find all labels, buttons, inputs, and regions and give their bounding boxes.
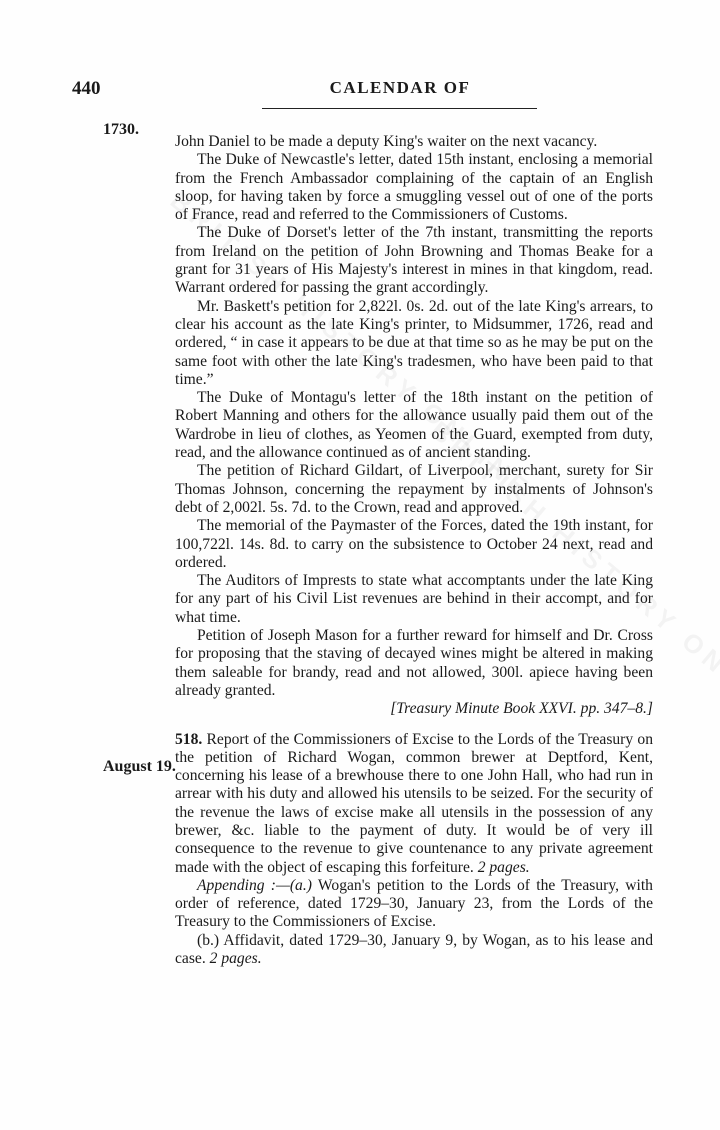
margin-entry-date: August 19.: [103, 758, 176, 775]
entry-text: Report of the Commissioners of Excise to the Lords of the Treasury on the petition of Richard Wogan, common brewer at Deptford, Kent, concerning his lease of a brewhouse there to one John Hall, who had run in arrear with his duty and allowed his utensils to be seized. For the security of the revenue the laws of excise make all utensils in the possession of any brewer, &c. liable to the payment of duty. It would be of very ill consequence to the revenue to give countenance to any private agreement made with the object of escaping this forfeiture.: [175, 730, 653, 876]
appending-text: Wogan's petition to the Lords of the Treasury, with order of reference, dated 1729–30, January 23, from the Lords of the Treasury to the Commissioners of Excise.: [175, 876, 653, 931]
calendar-entry: [175, 731, 653, 877]
paragraph: The Duke of Montagu's letter of the 18th instant on the petition of Robert Manning and others for the allowance usually paid them out of the Wardrobe in lieu of clothes, as Yeomen of the Guard, exempted from duty, read, and the allowance continued as of ancient standing.: [175, 389, 653, 462]
paragraph: The memorial of the Paymaster of the Forces, dated the 19th instant, for 100,722l. 14s. 8d. to carry on the subsistence to October 24 next, read and ordered.: [175, 517, 653, 571]
paragraph: The Duke of Dorset's letter of the 7th instant, transmitting the reports from Ireland on the petition of John Browning and Thomas Beake for a grant for 31 years of His Majesty's interest in mines in that kingdom, read. Warrant ordered for passing the grant accordingly.: [175, 224, 653, 297]
entry-number: 518.: [175, 730, 203, 748]
appendix-b-paragraph: [175, 932, 653, 969]
page-number: 440: [72, 78, 101, 99]
source-reference: [Treasury Minute Book XXVI. pp. 347–8.]: [390, 700, 653, 718]
appendix-b-pages: 2 pages.: [209, 950, 262, 968]
appending-paragraph: [175, 877, 653, 932]
appendix-b-text: Affidavit, dated 1729–30, January 9, by Wogan, as to his lease and case.: [175, 931, 653, 968]
appending-label: Appending :—(a.): [197, 876, 312, 894]
paragraph: The Duke of Newcastle's letter, dated 15th instant, enclosing a memorial from the French Ambassador complaining of the captain of an English sloop, for having taken by force a smuggling vessel out of one of the ports of France, read and referred to the Commissioners of Customs.: [175, 151, 653, 224]
header-rule: [262, 108, 537, 109]
paragraph: Mr. Baskett's petition for 2,822l. 0s. 2d. out of the late King's arrears, to clear his account as the late King's printer, to Midsummer, 1726, read and ordered, “ in case it appears to be due at that time so as he may be put on the same foot with other the late King's tradesmen, who have been paid to that time.”: [175, 297, 653, 388]
paragraph: The petition of Richard Gildart, of Liverpool, merchant, surety for Sir Thomas Johnson, concerning the repayment by instalments of Johnson's debt of 2,002l. 5s. 7d. to the Crown, read and approved.: [175, 462, 653, 516]
running-title: CALENDAR OF: [329, 78, 471, 97]
paragraph: John Daniel to be made a deputy King's waiter on the next vacancy.: [175, 133, 598, 150]
paragraph: Petition of Joseph Mason for a further reward for himself and Dr. Cross for proposing that the staving of decayed wines might be altered in making them saleable for brandy, read and not allowed, 300l. apiece having been already granted.: [175, 627, 653, 699]
entry-pages: 2 pages.: [477, 858, 530, 876]
margin-year: 1730.: [103, 121, 139, 138]
paragraph: The Auditors of Imprests to state what accomptants under the late King for any part of his Civil List revenues are behind in their accompt, and for what time.: [175, 572, 653, 626]
appendix-b-label: (b.): [197, 931, 220, 949]
document-body: [175, 133, 653, 968]
